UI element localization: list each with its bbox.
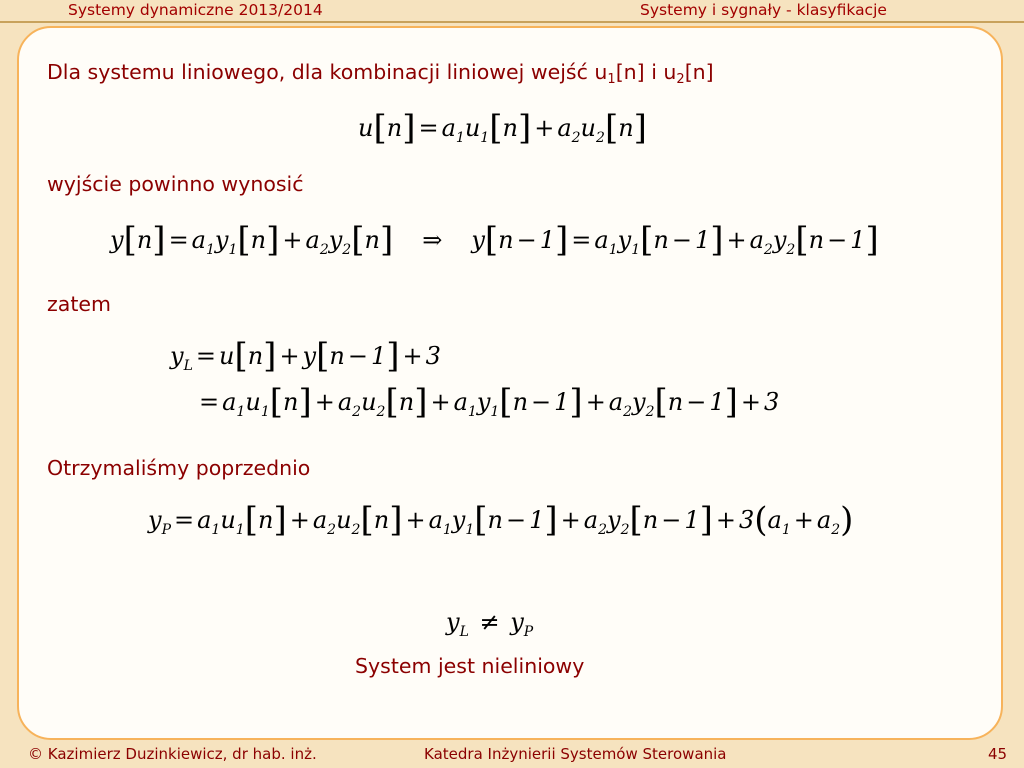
intro-text [47, 60, 714, 87]
conclusion-text: System jest nieliniowy [355, 654, 585, 678]
equation-yl-line2: = $a_1u_1[n] + a_2u_2[n] + a_1y_1[n - 1] + a_2y_2[n - 1] + 3$ [199, 382, 780, 422]
equation-output-combination: $y[n] = a_1y_1[n] + a_2y_2[n]$ ⇒ $y[n - 1] = a_1y_1[n - 1] + a_2y_2[n - 1]$ [110, 220, 879, 260]
copyright-icon: © [28, 745, 43, 763]
equation-yp: $y_P = a_1u_1[n] + a_2u_2[n] + a_1y_1[n - 1] + a_2y_2[n - 1] + 3(a_1 + a_2)$ [148, 500, 854, 540]
header-left: Systemy dynamiczne 2013/2014 [68, 1, 323, 19]
header-divider [0, 21, 1024, 23]
footer-page-number: 45 [988, 745, 1008, 763]
therefore-text: zatem [47, 292, 111, 316]
intro-suffix: [n] [684, 60, 714, 84]
footer-author [28, 745, 317, 763]
obtained-text: Otrzymaliśmy poprzednio [47, 456, 311, 480]
footer-author-name: Kazimierz Duzinkiewicz, dr hab. inż. [47, 745, 317, 763]
header-right: Systemy i sygnały - klasyfikacje [640, 1, 887, 19]
equation-inequality: $y_L \ne y_P$ [446, 608, 534, 640]
intro-sub2: 2 [676, 72, 685, 87]
intro-prefix: Dla systemu liniowego, dla kombinacji liniowej wejść u [47, 60, 608, 84]
output-text: wyjście powinno wynosić [47, 172, 304, 196]
equation-yl-line1: $y_L = u[n] + y[n - 1] + 3$ [170, 336, 441, 376]
intro-sub1: 1 [607, 72, 616, 87]
equation-input-combination: $u[n] = a_1u_1[n] + a_2u_2[n]$ [358, 108, 647, 148]
intro-mid: [n] i u [615, 60, 677, 84]
footer-department: Katedra Inżynierii Systemów Sterowania [424, 745, 727, 763]
